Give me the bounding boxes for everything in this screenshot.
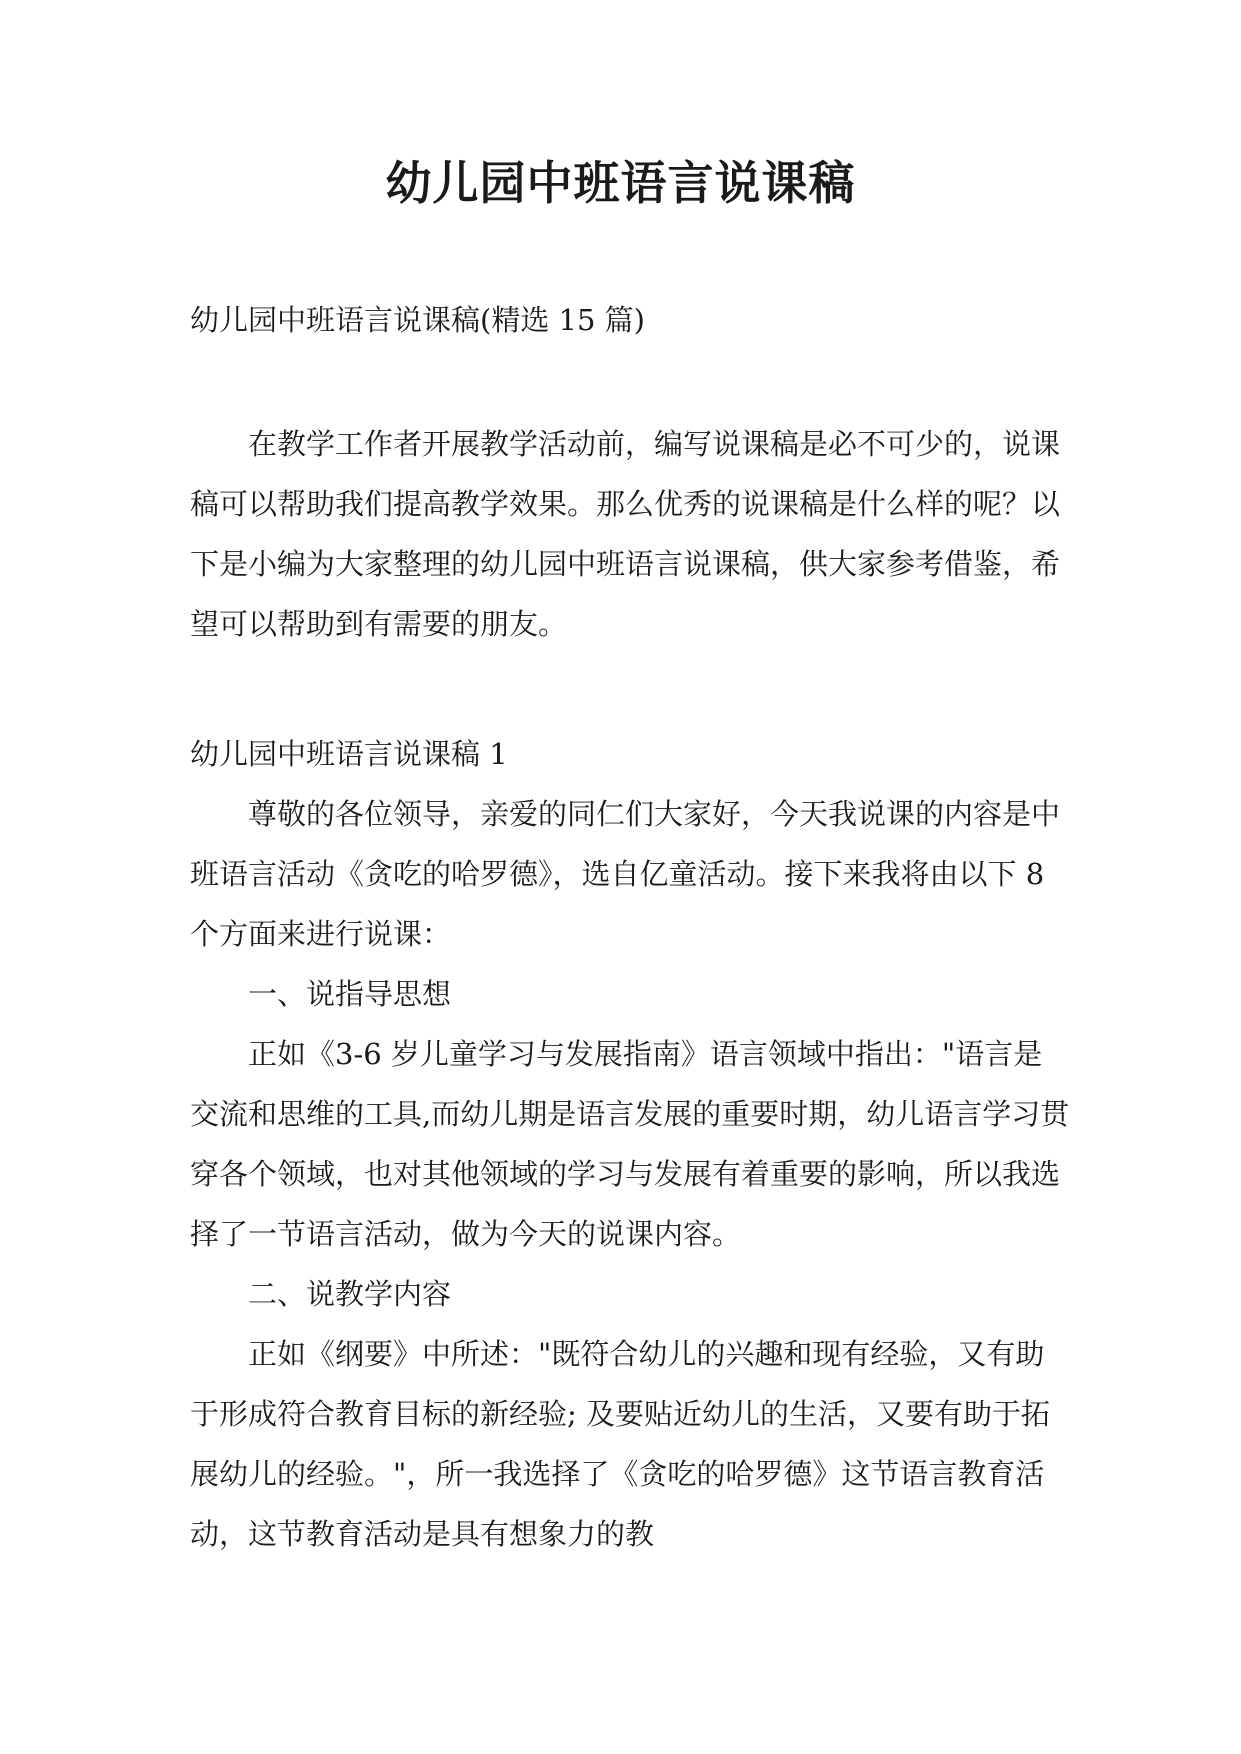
intro-paragraph: 在教学工作者开展教学活动前，编写说课稿是必不可少的，说课稿可以帮助我们提高教学效果。那么优秀的说课稿是什么样的呢？以下是小编为大家整理的幼儿园中班语言说课稿，供大家参考借鉴，希望可以帮助到有需要的朋友。 xyxy=(190,427,1061,641)
document-title: 幼儿园中班语言说课稿 xyxy=(385,156,856,210)
section-heading: 幼儿园中班语言说课稿 1 xyxy=(190,737,508,771)
document-subtitle: 幼儿园中班语言说课稿(精选 15 篇) xyxy=(190,303,645,337)
section-paragraph-greeting: 尊敬的各位领导，亲爱的同仁们大家好，今天我说课的内容是中班语言活动《贪吃的哈罗德》，选自亿童活动。接下来我将由以下 8 个方面来进行说课： xyxy=(190,797,1061,951)
subheading-teaching-content: 二、说教学内容 xyxy=(248,1277,452,1311)
section-paragraph-teaching-content: 正如《纲要》中所述："既符合幼儿的兴趣和现有经验，又有助于形成符合教育目标的新经验; 及要贴近幼儿的生活，又要有助于拓展幼儿的经验。"，所一我选择了《贪吃的哈罗德》这节语言教育活动，这节教育活动是具有想象力的教 xyxy=(190,1337,1050,1551)
subheading-guiding-ideology: 一、说指导思想 xyxy=(248,977,452,1011)
document-body xyxy=(190,290,1070,1564)
section-paragraph-guiding-ideology: 正如《3-6 岁儿童学习与发展指南》语言领域中指出："语言是交流和思维的工具,而幼儿期是语言发展的重要时期，幼儿语言学习贯穿各个领域，也对其他领域的学习与发展有着重要的影响，所以我选择了一节语言活动，做为今天的说课内容。 xyxy=(190,1037,1070,1251)
